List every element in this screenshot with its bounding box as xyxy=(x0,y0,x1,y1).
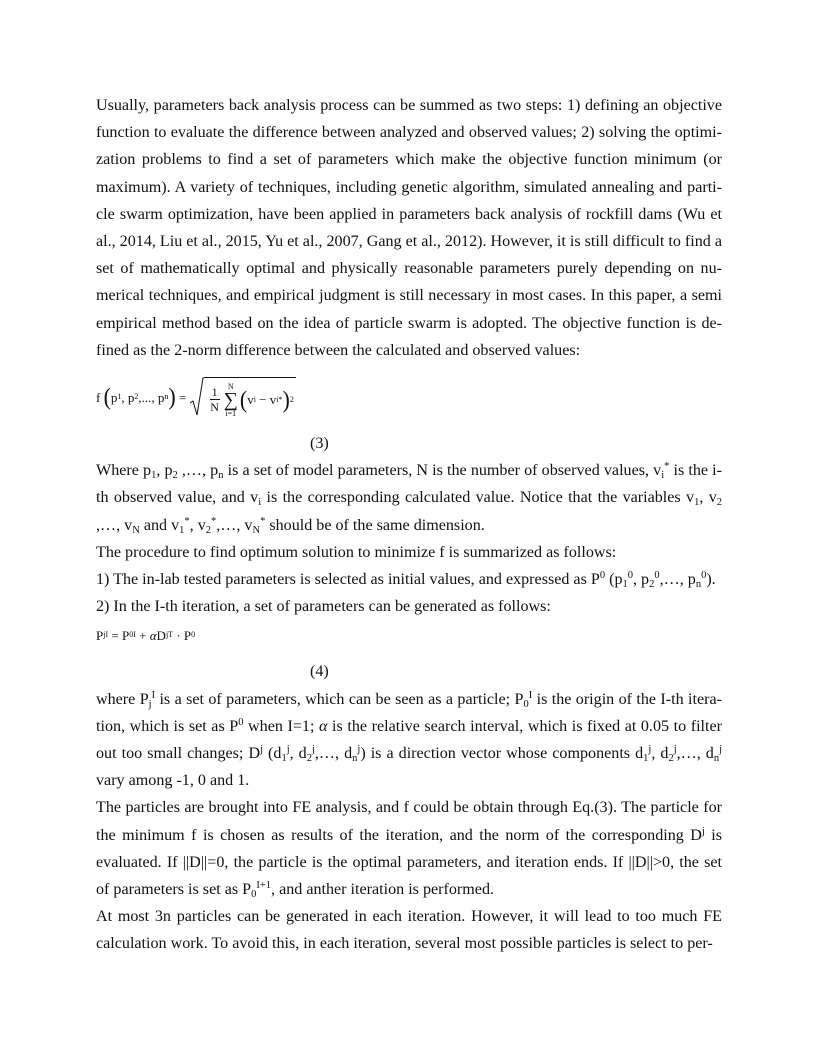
paragraph-iteration-end: The particles are brought into FE analysis, and f could be obtain through Eq.(3). The particle for the minimum f is chosen as results of the iteration, and the norm of the corresponding $D^j$ is evaluated. If ||D||=0, the particle is the optimal parameters, and iteration ends. If ||D||>0, the set of parameters is set as $P_0^{I+1}$, and anther iteration is performed. xyxy=(96,799,722,901)
equation-4 xyxy=(96,622,722,685)
paragraph-procedure-intro: The procedure to find optimum solution to minimize f is summarized as follows: xyxy=(96,543,617,561)
paragraph-variable-definitions: Where $p_1$, $p_2$ ,…, $p_n$ is a set of model parameters, N is the number of observed values, $v_i^*$ is the i-th observed value, and $v_i$ is the corresponding calculated value. Notice that the variables $v_1$, $v_2$ ,…, $v_N$ and $v_1^*$, $v_2^*,\dots$, $v_N^*$ should be of the same dimension. xyxy=(96,461,723,536)
equation-4-number: (4) xyxy=(310,663,329,681)
page-content xyxy=(96,92,722,958)
equation-3 xyxy=(96,364,722,457)
paragraph-objective-function: Usually, parameters back analysis process can be summed as two steps: 1) defining an objective function to evaluate the difference between analyzed and observed values; 2) solving the optimization problems to find a set of parameters which make the objective function minimum (or maximum). A variety of techniques, including genetic algorithm, simulated annealing and particle swarm optimization, have been applied in parameters back analysis of rockfill dams (Wu et al., 2014, Liu et al., 2015, Yu et al., 2007, Gang et al., 2012). However, it is still difficult to find a set of mathematically optimal and physically reasonable parameters purely depending on numerical techniques, and empirical judgment is still necessary in most cases. In this paper, a semi empirical method based on the idea of particle swarm is adopted. The objective function is defined as the 2-norm difference between the calculated and observed values: xyxy=(96,97,723,359)
equation-3-number: (3) xyxy=(310,435,329,453)
equation-4-formula: P j I = P 0 I + α D j T · P 0 xyxy=(96,627,196,643)
equation-3-formula: f ( p 1 , p 2 ,..., p n ) = $\frac{1}{N}$ N ∑ i=1 ( v i − v i * ) 2 xyxy=(96,364,722,430)
paragraph-step-2: 2) In the I-th iteration, a set of parameters can be generated as follows: xyxy=(96,598,551,616)
paragraph-step-1: 1) The in-lab tested parameters is selected as initial values, and expressed as $P^0$ ($p_1^0$, $p_2^0,\dots$, $p_n^0$). xyxy=(96,570,716,591)
paragraph-particle-count: At most 3n particles can be generated in each iteration. However, it will lead to too much FE calculation work. To avoid this, in each iteration, several most possible particles is select to per- xyxy=(96,908,722,953)
paragraph-iteration-end-text: The particles are brought into FE analysis, and f could be obtain through Eq.(3). The particle for the minimum f is chosen as results of the iteration, and the norm of the corresponding D xyxy=(96,799,722,844)
paragraph-particle-definition: where $P_j^I$ is a set of parameters, which can be seen as a particle; $P_0^I$ is the origin of the I-th iteration, which is set as $P^0$ when I=1; α is the relative search interval, which is fixed at 0.05 to filter out too small changes; $D^j$ ($d_1^j$, $d_2^j,\dots$, $d_n^j$) is a direction vector whose components $d_1^j$, $d_2^j,\dots$, $d_n^j$ vary among -1, 0 and 1. xyxy=(96,689,723,790)
